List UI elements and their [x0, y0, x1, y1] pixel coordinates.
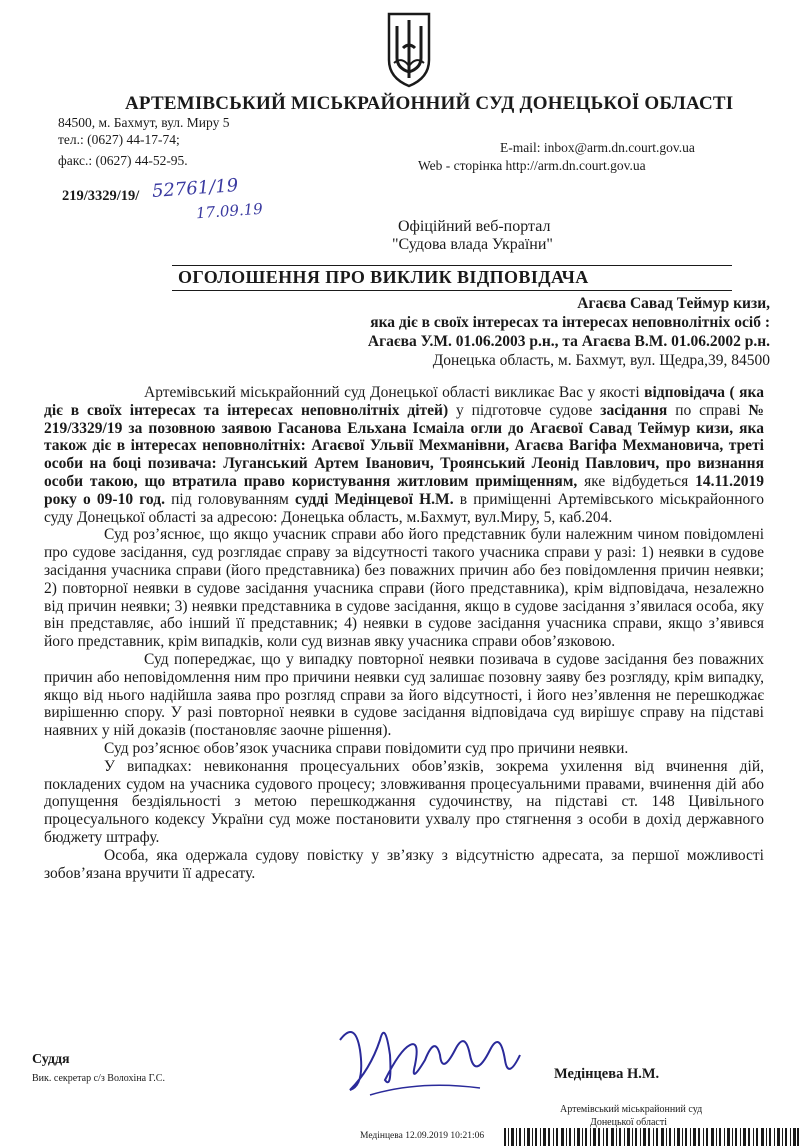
secretary-name: Вик. секретар с/з Волохіна Г.С. — [32, 1073, 165, 1084]
handwritten-outgoing-number: 52761/19 — [151, 175, 239, 202]
court-website: Web - сторінка http://arm.dn.court.gov.ua — [418, 158, 646, 173]
recipient-portal-line2: "Судова влада України" — [392, 236, 553, 253]
summons-text: по справі — [667, 401, 749, 419]
title-bottom-rule — [172, 290, 732, 291]
paragraph-penalty: У випадках: невиконання процесуальних обов’язків, зокрема ухилення від вчинення дій, покладених судом на учасника судового процесу; зловживання процесуальними правами, вчинення дій або допущення бездіяльності з метою перешкоджання судочинству, на підставі ст. 148 Цивільного процесуального кодексу України суд може постановити ухвалу про стягнення з особи в дохід державного бюджету штрафу. — [44, 757, 764, 846]
paragraph-absence-rules: Суд роз’яснює, що якщо учасник справи або його представник були належним чином повідомлені про судове засідання, суд розглядає справу за відсутності такого учасника справи у разі: 1) неявки в судове засідання учасника справи (його представника) без поважних причин або без повідомлення причин неявки; 2) повторної неявки в судове засідання учасника справи (його представника), крім відповідача, незалежно від причин неявки; 3) неявки представника в судове засідання, якщо в судове засідання з’явилася особа, яку він представляє, або інший її представник; 4) неявки в судове засідання учасника справи, якщо з’явився його представник, крім випадків, коли суд визнав явку учасника справи обов’язковою. — [44, 526, 764, 651]
recipient-portal-line1: Офіційний веб-портал — [398, 218, 551, 235]
court-phone: тел.: (0627) 44-17-74; — [58, 132, 180, 147]
paragraph-warning: Суд попереджає, що у випадку повторної неявки позивача в судове засідання без поважних причин або неповідомлення ним про причини неявки суд залишає позовну заяву без розгляду, крім випадку, якщо від нього надійшла заява про розгляд справи за його відсутності, і його нез’явлення не перешкоджає вирішенню спору. У разі повторної неявки в судове засідання відповідача суд вирішує справу на підставі наявних у ній доказів (постановляє заочне рішення). — [44, 650, 764, 740]
addressee-capacity: яка діє в своїх інтересах та інтересах неповнолітніх осіб : — [370, 314, 770, 331]
summons-text: під головуванням — [164, 490, 296, 508]
summons-case-details: № 219/3329/19 за позовною заявою Гасанова Ельхана Ісмаіла огли до Агаєвої Савад Теймур кизи, яка також діє в інтересах неповнолітніх: Агаєвої Ульвії Мехманівни, Агаєва Вагіфа Мехмановича, треті особи на боці позивача: Луганський Артем Іванович, Троянський Леонід Павлович, про визнання особи такою, що втратила право користування житловим приміщенням, — [44, 401, 764, 490]
summons-text: у підготовче судове — [448, 401, 601, 419]
notice-body — [44, 384, 764, 882]
paragraph-summons — [44, 384, 764, 526]
court-name: АРТЕМІВСЬКИЙ МІСЬКРАЙОННИЙ СУД ДОНЕЦЬКОЇ ОБЛАСТІ — [125, 93, 734, 114]
coat-of-arms-icon — [384, 8, 434, 90]
hearing-datetime: 14.11.2019 року о 09-10 год. — [44, 472, 764, 508]
stamp-court-line1: Артемівський міськрайонний суд — [560, 1104, 703, 1115]
paragraph-delivery: Особа, яка одержала судову повістку у зв’язку з відсутністю адресата, за першої можливості зобов’язана вручити її адресату. — [44, 846, 764, 882]
hearing-location: в приміщенні Артемівського міськрайонного суду Донецької області за адресою: Донецька область, м.Бахмут, вул.Миру, 5, каб.204. — [44, 490, 764, 526]
presiding-judge: судді Медінцевої Н.М. — [295, 490, 454, 508]
paragraph-duty-notify: Суд роз’яснює обов’язок учасника справи повідомити суд про причини неявки. — [104, 739, 629, 757]
handwritten-signature — [330, 1010, 530, 1110]
summons-text: яке відбудеться — [577, 472, 696, 490]
barcode — [502, 1128, 800, 1146]
addressee-name: Агаєва Савад Теймур кизи, — [577, 295, 770, 312]
court-address: 84500, м. Бахмут, вул. Миру 5 — [58, 115, 230, 130]
court-email: E-mail: inbox@arm.dn.court.gov.ua — [500, 140, 695, 155]
court-fax: факс.: (0627) 44-52-95. — [58, 153, 188, 168]
addressee-minors: Агаєва У.М. 01.06.2003 р.н., та Агаєва В.М. 01.06.2002 р.н. — [367, 333, 770, 350]
handwritten-date: 17.09.19 — [195, 199, 264, 223]
title-top-rule — [172, 265, 732, 266]
case-number: 219/3329/19/ — [62, 188, 140, 204]
summons-hearing: засідання — [600, 401, 668, 419]
summons-role: відповідача ( яка діє в своїх інтересах та інтересах неповнолітніх дітей) — [44, 384, 764, 419]
stamp-court-line2: Донецької області — [590, 1117, 668, 1128]
print-info: Медінцева 12.09.2019 10:21:06 — [360, 1131, 485, 1141]
document-title: ОГОЛОШЕННЯ ПРО ВИКЛИК ВІДПОВІДАЧА — [178, 267, 589, 287]
judge-name: Медінцева Н.М. — [554, 1066, 660, 1082]
addressee-address: Донецька область, м. Бахмут, вул. Щедра,39, 84500 — [432, 352, 770, 369]
judge-label: Суддя — [32, 1052, 70, 1067]
summons-text: Артемівський міськрайонний суд Донецької області викликає Вас у якості — [144, 384, 645, 401]
addressee-block — [300, 294, 770, 370]
